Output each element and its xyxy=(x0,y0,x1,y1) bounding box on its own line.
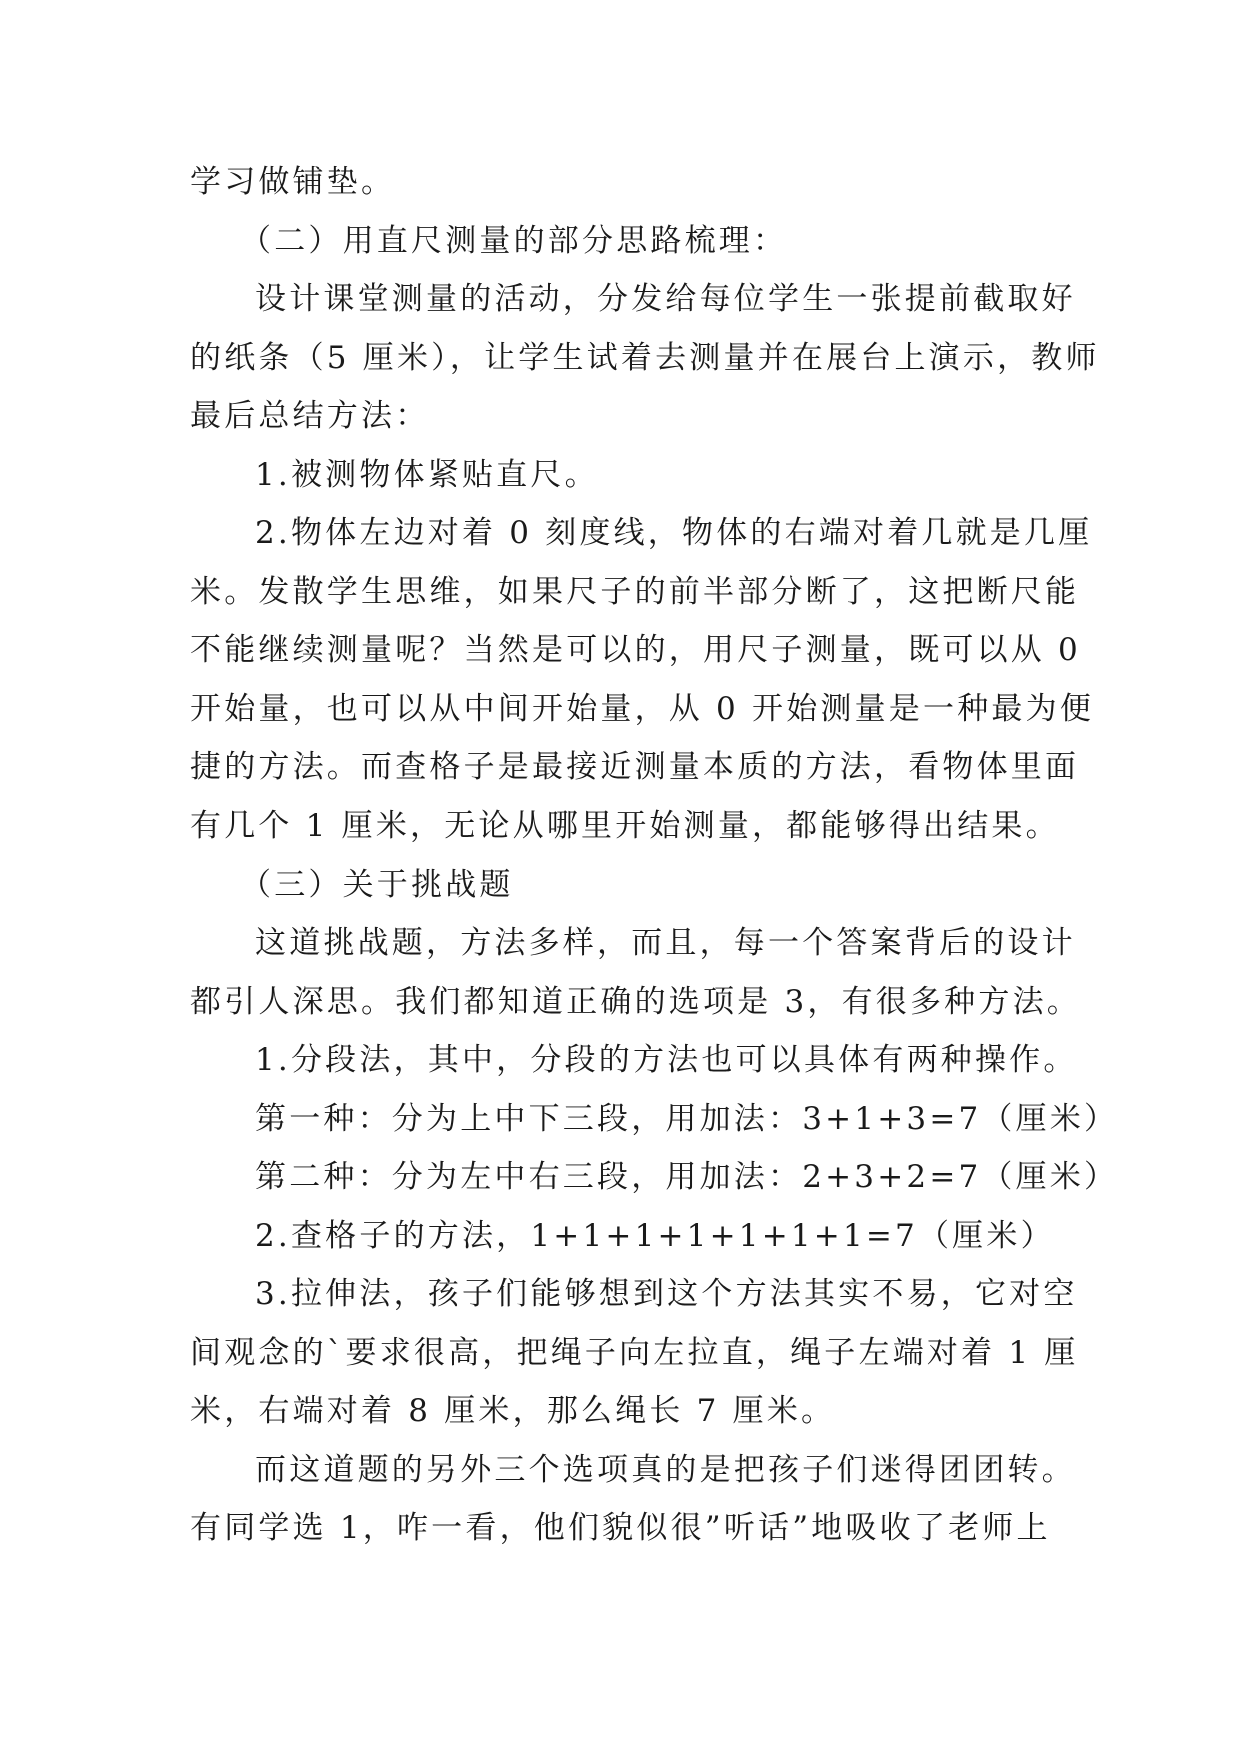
text-line: 学习做铺垫。 xyxy=(190,164,396,200)
text-line: 有几个 1 厘米，无论从哪里开始测量，都能够得出结果。 xyxy=(190,808,1060,844)
list-item: 2.查格子的方法，1+1+1+1+1+1+1=7（厘米） xyxy=(255,1218,1055,1254)
section-heading: （二）用直尺测量的部分思路梳理： xyxy=(240,223,788,259)
text-line: 米。发散学生思维，如果尺子的前半部分断了，这把断尺能 xyxy=(190,574,1080,610)
text-line: 最后总结方法： xyxy=(190,398,430,434)
text-line: 米，右端对着 8 厘米，那么绳长 7 厘米。 xyxy=(190,1393,836,1429)
text-line: 第一种：分为上中下三段，用加法：3+1+3=7（厘米） xyxy=(255,1101,1119,1137)
text-line: 的纸条（5 厘米），让学生试着去测量并在展台上演示，教师 xyxy=(190,340,1100,376)
text-line: 第二种：分为左中右三段，用加法：2+3+2=7（厘米） xyxy=(255,1159,1119,1195)
section-heading: （三）关于挑战题 xyxy=(240,867,514,903)
text-line: 有同学选 1，咋一看，他们貌似很”听话”地吸收了老师上 xyxy=(190,1510,1051,1546)
text-line: 捷的方法。而查格子是最接近测量本质的方法，看物体里面 xyxy=(190,749,1080,785)
list-item: 1.被测物体紧贴直尺。 xyxy=(255,457,599,493)
text-line: 间观念的`要求很高，把绳子向左拉直，绳子左端对着 1 厘 xyxy=(190,1335,1079,1371)
text-line: 都引人深思。我们都知道正确的选项是 3，有很多种方法。 xyxy=(190,984,1081,1020)
text-line: 开始量，也可以从中间开始量，从 0 开始测量是一种最为便 xyxy=(190,691,1095,727)
text-line: 而这道题的另外三个选项真的是把孩子们迷得团团转。 xyxy=(255,1452,1076,1488)
text-line: 这道挑战题，方法多样，而且，每一个答案背后的设计 xyxy=(255,925,1076,961)
text-line: 设计课堂测量的活动，分发给每位学生一张提前截取好 xyxy=(255,281,1076,317)
list-item: 2.物体左边对着 0 刻度线，物体的右端对着几就是几厘 xyxy=(255,515,1093,551)
list-item: 1.分段法，其中，分段的方法也可以具体有两种操作。 xyxy=(255,1042,1078,1078)
list-item: 3.拉伸法，孩子们能够想到这个方法其实不易，它对空 xyxy=(255,1276,1078,1312)
text-line: 不能继续测量呢？当然是可以的，用尺子测量，既可以从 0 xyxy=(190,632,1081,668)
